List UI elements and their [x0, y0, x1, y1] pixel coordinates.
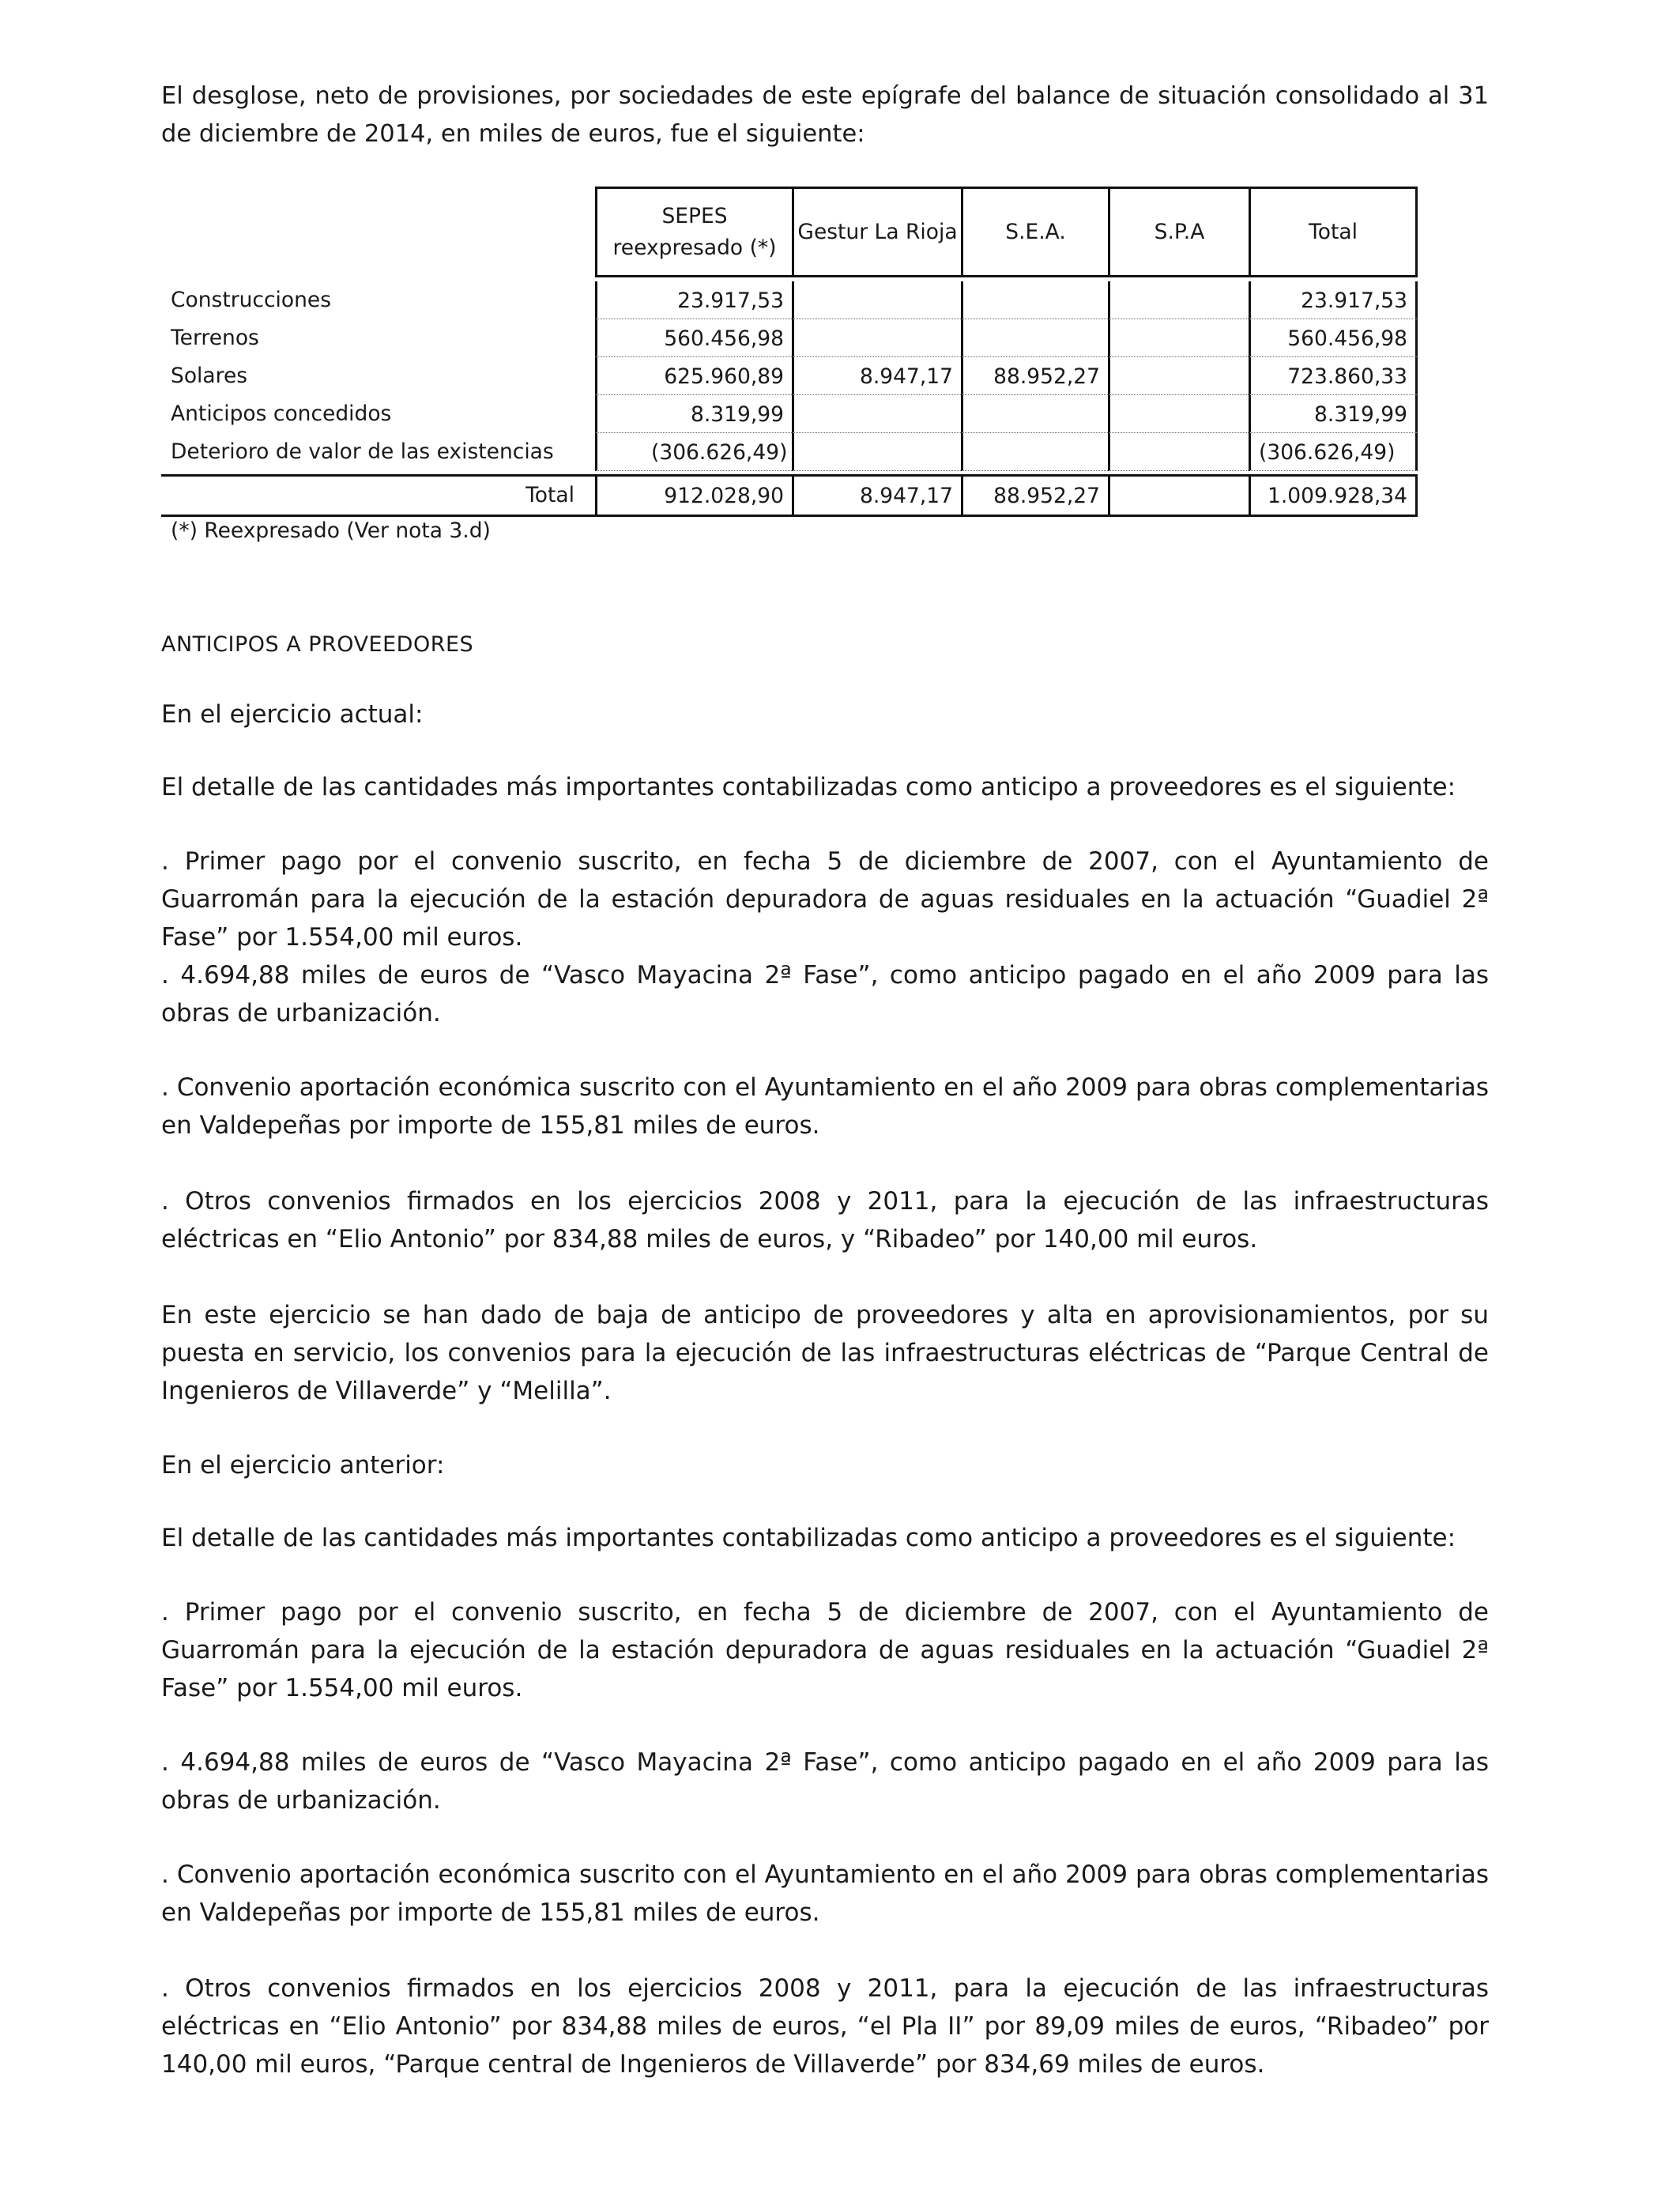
table-footnote: (*) Reexpresado (Ver nota 3.d): [171, 518, 491, 543]
table-cell: [961, 281, 1108, 319]
table-cell: [1108, 281, 1249, 319]
table-header-gestur: Gestur La Rioja: [792, 187, 961, 277]
table-cell: (306.626,49): [1249, 433, 1418, 471]
current-heading: En el ejercicio actual:: [161, 700, 424, 729]
previous-item-3: . Convenio aportación económica suscrito con el Ayuntamiento en el año 2009 para obras complementarias en Valdepeñas por importe de 155,81 miles de euros.: [161, 1860, 1489, 1927]
previous-item-1: . Primer pago por el convenio suscrito, en fecha 5 de diciembre de 2007, con el Ayuntamiento de Guarromán para la ejecución de la estación depuradora de aguas residuales en la actuación “Guadiel 2ª Fase” por 1.554,00 mil euros.: [161, 1598, 1489, 1702]
current-item-3: . Convenio aportación económica suscrito con el Ayuntamiento en el año 2009 para obras complementarias en Valdepeñas por importe de 155,81 miles de euros.: [161, 1073, 1489, 1140]
table-row: [161, 319, 1418, 357]
table-cell: [1108, 433, 1249, 471]
previous-heading: En el ejercicio anterior:: [161, 1451, 445, 1480]
table-row: [161, 433, 1418, 471]
current-item-5: En este ejercicio se han dado de baja de anticipo de proveedores y alta en aprovisionamientos, por su puesta en servicio, los convenios para la ejecución de las infraestructuras eléctricas de “Parque Central de Ingenieros de Villaverde” y “Melilla”.: [161, 1301, 1489, 1405]
table-cell: 560.456,98: [595, 319, 792, 357]
table-cell: (306.626,49): [595, 433, 792, 471]
table-cell: [1108, 319, 1249, 357]
row-label: Solares: [171, 364, 248, 388]
table-cell: 88.952,27: [961, 477, 1108, 515]
table-cell: 8.947,17: [792, 477, 961, 515]
table-row: [161, 357, 1418, 395]
table-row: [161, 281, 1418, 319]
table-header-sea: S.E.A.: [961, 187, 1108, 277]
current-item-1: . Primer pago por el convenio suscrito, en fecha 5 de diciembre de 2007, con el Ayuntamiento de Guarromán para la ejecución de la estación depuradora de aguas residuales en la actuación “Guadiel 2ª Fase” por 1.554,00 mil euros.: [161, 847, 1489, 952]
row-label: Deterioro de valor de las existencias: [171, 439, 554, 464]
current-intro: El detalle de las cantidades más importantes contabilizadas como anticipo a proveedores es el siguiente:: [161, 773, 1456, 801]
table-total-row: [161, 477, 1418, 515]
table-header-total: Total: [1249, 187, 1418, 277]
table-cell: [1108, 395, 1249, 433]
table-row: [161, 395, 1418, 433]
row-label: Construcciones: [171, 288, 332, 312]
row-label: Anticipos concedidos: [171, 401, 392, 426]
table-cell: 560.456,98: [1249, 319, 1418, 357]
previous-intro: El detalle de las cantidades más importantes contabilizadas como anticipo a proveedores es el siguiente:: [161, 1524, 1456, 1552]
table-cell: 723.860,33: [1249, 357, 1418, 395]
table-cell: [792, 395, 961, 433]
current-item-4: . Otros convenios firmados en los ejercicios 2008 y 2011, para la ejecución de las infraestructuras eléctricas en “Elio Antonio” por 834,88 miles de euros, y “Ribadeo” por 140,00 mil euros.: [161, 1187, 1489, 1253]
section-title: ANTICIPOS A PROVEEDORES: [161, 632, 474, 657]
total-label: Total: [525, 483, 574, 507]
table-cell: [1108, 357, 1249, 395]
table-cell: 912.028,90: [595, 477, 792, 515]
table-cell: 1.009.928,34: [1249, 477, 1418, 515]
row-label: Terrenos: [171, 326, 259, 350]
table-cell: [1108, 477, 1249, 515]
table-header-spa: S.P.A: [1108, 187, 1249, 277]
table-cell: 8.319,99: [595, 395, 792, 433]
table-cell: [792, 281, 961, 319]
current-item-2: . 4.694,88 miles de euros de “Vasco Mayacina 2ª Fase”, como anticipo pagado en el año 2009 para las obras de urbanización.: [161, 961, 1489, 1027]
intro-paragraph: El desglose, neto de provisiones, por sociedades de este epígrafe del balance de situación consolidado al 31 de diciembre de 2014, en miles de euros, fue el siguiente:: [161, 82, 1489, 148]
table-cell: 8.319,99: [1249, 395, 1418, 433]
table-cell: [961, 433, 1108, 471]
table-cell: 23.917,53: [595, 281, 792, 319]
table-cell: 88.952,27: [961, 357, 1108, 395]
table-cell: [792, 433, 961, 471]
table-cell: 23.917,53: [1249, 281, 1418, 319]
table-cell: 8.947,17: [792, 357, 961, 395]
previous-item-4: . Otros convenios firmados en los ejercicios 2008 y 2011, para la ejecución de las infraestructuras eléctricas en “Elio Antonio” por 834,88 miles de euros, “el Pla II” por 89,09 miles de euros, “Ribadeo” por 140,00 mil euros, “Parque central de Ingenieros de Villaverde” por 834,69 miles de euros.: [161, 1974, 1489, 2079]
table-cell: [961, 395, 1108, 433]
previous-item-2: . 4.694,88 miles de euros de “Vasco Mayacina 2ª Fase”, como anticipo pagado en el año 2009 para las obras de urbanización.: [161, 1748, 1489, 1815]
table-header-sepes: SEPES reexpresado (*): [595, 187, 792, 277]
table-cell: [961, 319, 1108, 357]
table-cell: [792, 319, 961, 357]
table-cell: 625.960,89: [595, 357, 792, 395]
